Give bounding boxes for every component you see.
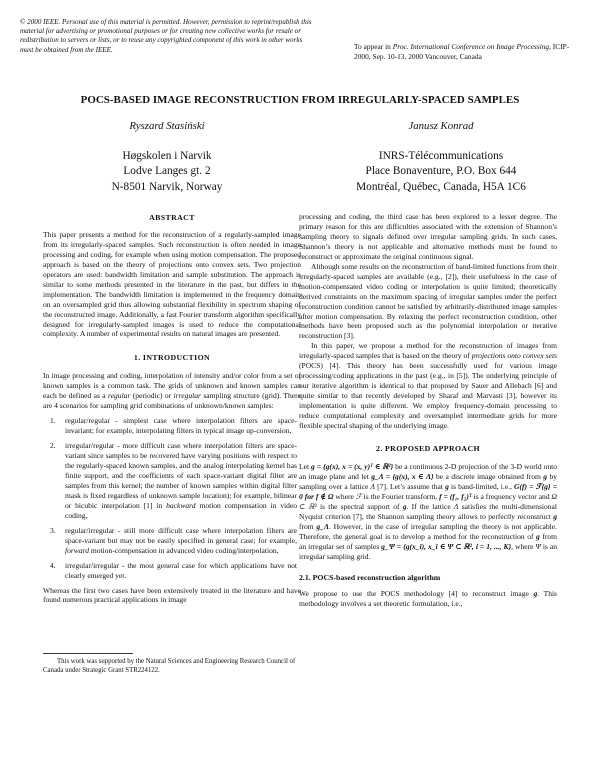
- intro-paragraph-3: processing and coding, the third case has been explored to a lesser degree. The primary reason for this are difficulties associated with the extension of Shannon’s sampling theory to signals defined over irregular sampling grids. In such cases, Shannon’s theory is not applicable and alternative methods must be found to reconstruct or approximate the original continuous signal.: [299, 212, 557, 261]
- item-tail: motion compensation in video coding,: [65, 500, 297, 520]
- text-run: is band-limited, i.e.,: [448, 481, 515, 491]
- text-run: is the Fourier transform,: [361, 491, 440, 501]
- text-run: In image processing and coding, interpolation of intensity and/or color from a set of known samples is a common task. The grids of unknown and known samples can each be defined as a: [43, 371, 301, 401]
- math: g_Λ: [316, 521, 329, 531]
- author-city: Montréal, Québec, Canada, H5A 1C6: [356, 180, 526, 193]
- text-run: be a continuous 2-D projection of the 3-D world onto an image plane and let: [299, 461, 558, 481]
- math: g: [402, 501, 407, 511]
- emphasis: forward: [65, 545, 90, 555]
- intro-paragraph-4: Although some results on the reconstruction of band-limited functions from their irregularly-spaced samples are available (e.g., [2]), their usefulness in the case of motion-compensated video coding or interpolation is quite limited; theoretically derived constraints on the maximum spacing of irregular samples under the perfect reconstruction condition cannot be satisfied by arbitrarily-distributed image samples after motion compensation. By relaxing the perfect reconstruction condition, other methods have been proposed such as the polynomial interpolation or iterative reconstruction [3].: [299, 261, 557, 341]
- math: g: [533, 589, 538, 599]
- text-run: where: [333, 491, 356, 501]
- left-column: [43, 213, 301, 605]
- text-run: from an irregular set of samples: [299, 531, 557, 551]
- text-run: . This methodology involves a set theoretic formulation, i.e.,: [299, 589, 557, 609]
- item-text: irregular/regular - more difficult case where interpolation filters are space-variant since samples to be recovered have varying positions with respect to the regularly-spaced known samples, and the analog interpolating kernel has finite support, and the coefficients of each space-variant digital filter are samples from this kernel; the number of known samples within digital filter mask is fixed regardless of unknown sample location); for example, bilinear or bicubic interpolation [1] in: [65, 441, 297, 510]
- footnote: This work was supported by the Natural Sciences and Engineering Research Council of Canada under Strategic Grant STR224122.: [43, 658, 296, 674]
- author-address: Lodve Langes gt. 2: [123, 165, 211, 177]
- abstract-heading: ABSTRACT: [149, 213, 195, 222]
- scenario-list: [43, 416, 301, 580]
- math: g: [543, 471, 548, 481]
- math: g: [553, 511, 557, 521]
- text-run: sampling structure (grid). There are 4 scenarios for sampling grid combinations of unknown/known samples:: [43, 391, 302, 411]
- item-number: 3.: [50, 525, 56, 535]
- publication-note: [354, 42, 579, 62]
- text-run: . However, in the case of irregular sampling the theory is not applicable. Therefore, the general goal is to develop a method for the reconstruction of: [299, 521, 557, 541]
- author-name: Ryszard Stasiński: [129, 120, 205, 132]
- list-item: [43, 441, 301, 521]
- intro-paragraph-2: Whereas the first two cases have been extensively treated in the literature and have found numerous practical applications in image: [43, 585, 301, 605]
- paper-title: POCS-BASED IMAGE RECONSTRUCTION FROM IRREGULARLY-SPACED SAMPLES: [80, 94, 520, 106]
- item-tail: motion-compensation in advanced video coding/interpolation,: [89, 545, 279, 555]
- publication-suffix: , ICIP-2000, Sep. 10-13, 2000 Vancouver, Canada: [354, 42, 570, 61]
- text-run: by sampling over a lattice: [299, 471, 557, 491]
- math: ℱ: [355, 491, 362, 501]
- item-number: 1.: [50, 416, 56, 426]
- intro-paragraph-1: [43, 371, 301, 411]
- text-run: is a frequency vector and: [471, 491, 552, 501]
- text-run: (periodic) or: [130, 391, 174, 401]
- text-run: Let: [299, 461, 312, 471]
- math: Λ: [370, 481, 376, 491]
- intro-paragraph-5: [299, 341, 557, 431]
- math: f = (f₁, f₂)ᵀ: [439, 491, 472, 501]
- item-number: 4.: [50, 560, 56, 570]
- list-item: [43, 561, 301, 581]
- copyright-notice: [20, 18, 312, 55]
- text-run: be a discrete image obtained from: [433, 471, 544, 481]
- right-column: [299, 212, 557, 609]
- publication-venue: Proc. International Conference on Image Processing: [392, 42, 550, 51]
- item-text: regular/irregular - still more difficult case where interpolation filters are space-variant but may not be easily specified in general case; for example,: [65, 525, 297, 545]
- pocs-paragraph: [299, 589, 557, 609]
- emphasis: projections onto convex sets: [471, 351, 557, 361]
- text-run: is an irregular sampling grid.: [299, 541, 557, 561]
- introduction-heading: 1. INTRODUCTION: [133, 353, 211, 363]
- pocs-subheading: 2.1. POCS-based reconstruction algorithm: [299, 573, 441, 583]
- emphasis: irregular: [173, 391, 201, 401]
- math: Ω ⊂ ℝ²: [299, 491, 557, 511]
- publication-prefix: To appear in: [354, 42, 391, 51]
- text-run: , where: [511, 541, 536, 551]
- author-block-2: [306, 119, 576, 195]
- text-run: In this paper, we propose a method for the reconstruction of images from irregularly-spaced samples that is based on the theory of: [299, 341, 557, 361]
- math: g: [445, 481, 449, 491]
- list-item: [43, 526, 301, 556]
- math: G(f) = ℱ{g} = 0 for f ∉ Ω: [299, 481, 558, 501]
- text-run: [7]. Let’s assume that: [375, 481, 446, 491]
- text-run: from: [299, 521, 317, 531]
- copyright-text: 2000 IEEE. Personal use of this material is permitted. However, permission to reprint/republish this material for advertising or promotional purposes or for creating new collective works for resale or redistribution to servers or lists, or to reuse any copyrighted component of this work in other works must be obtained from the IEEE.: [20, 18, 312, 54]
- author-name: Janusz Konrad: [408, 120, 474, 132]
- math: g_Λ = {g(x), x ∈ Λ}: [371, 471, 434, 481]
- footnote-rule: [43, 653, 133, 654]
- math: g = {g(x), x = (x, y)ᵀ ∈ ℝ²}: [311, 461, 394, 471]
- emphasis: regular: [108, 391, 131, 401]
- text-run: is the spectral support of: [316, 501, 403, 511]
- approach-heading: 2. PROPOSED APPROACH: [376, 443, 480, 453]
- author-affiliation: Høgskolen i Narvik: [122, 149, 212, 162]
- copyright-symbol: ©: [20, 18, 26, 26]
- item-text: irregular/irregular - the most general case for which applications have not clearly emerged yet.: [65, 560, 297, 580]
- text-run: We propose to use the POCS methodology [4] to reconstruct image: [299, 589, 534, 599]
- text-run: satisfies the multi-dimensional Nyquist criterion [7], the Shannon sampling theory allows to perfectly reconstruct: [299, 501, 557, 521]
- author-address: Place Bonaventure, P.O. Box 644: [365, 165, 517, 177]
- author-block-1: [62, 119, 272, 195]
- math: Λ: [453, 501, 459, 511]
- item-number: 2.: [50, 441, 56, 451]
- abstract-body: This paper presents a method for the reconstruction of a regularly-sampled image from its irregularly-spaced samples. Such reconstruction is often needed in image processing and coding, for example when using motion compensation. The proposed approach is based on the theory of projections onto convex sets. Two projection operators are used: bandwidth limitation and sample substitution. The approach is similar to some methods presented in the literature in the past, but differs in the implementation. The bandwidth limitation is implemented in the frequency domain on an oversampled grid thus allowing substantial flexibility in spectrum shaping of the reconstructed image. Additionally, a fast Fourier transform algorithm specifically designed for irregularly-sampled images is used to reduce the computational complexity. A number of experimental results on natural images are presented.: [43, 229, 301, 339]
- author-city: N-8501 Narvik, Norway: [111, 180, 223, 193]
- math: g: [536, 531, 540, 541]
- math: g_Ψ = {g(x_i), x_i ∈ Ψ ⊂ ℝ², i = 1, ..., K}: [381, 541, 512, 551]
- text-run: (POCS) [4]. This theory has been successfully used for various image processing/coding applications in the past (e.g., in [5]). The underlying principle of our iterative algorithm is identical to that proposed by Sauer and Allebach [6] and quite similar to that recently developed by Sharaf and Marvasti [3], however its implementation is quite different. We employ frequency-domain processing to reduce computational complexity and oversampled intermediate grids for more flexible spectral shaping of the underlying image.: [299, 361, 557, 431]
- item-text: regular/regular - simplest case where interpolation filters are space-invariant; for example, interpolating filters in typical image up-conversion,: [65, 416, 297, 436]
- emphasis: backward: [166, 500, 196, 510]
- approach-paragraph: [299, 462, 557, 562]
- author-affiliation: INRS-Télécommunications: [378, 149, 504, 162]
- text-run: . If the lattice: [406, 501, 454, 511]
- list-item: [43, 416, 301, 436]
- math: Ψ: [535, 541, 541, 551]
